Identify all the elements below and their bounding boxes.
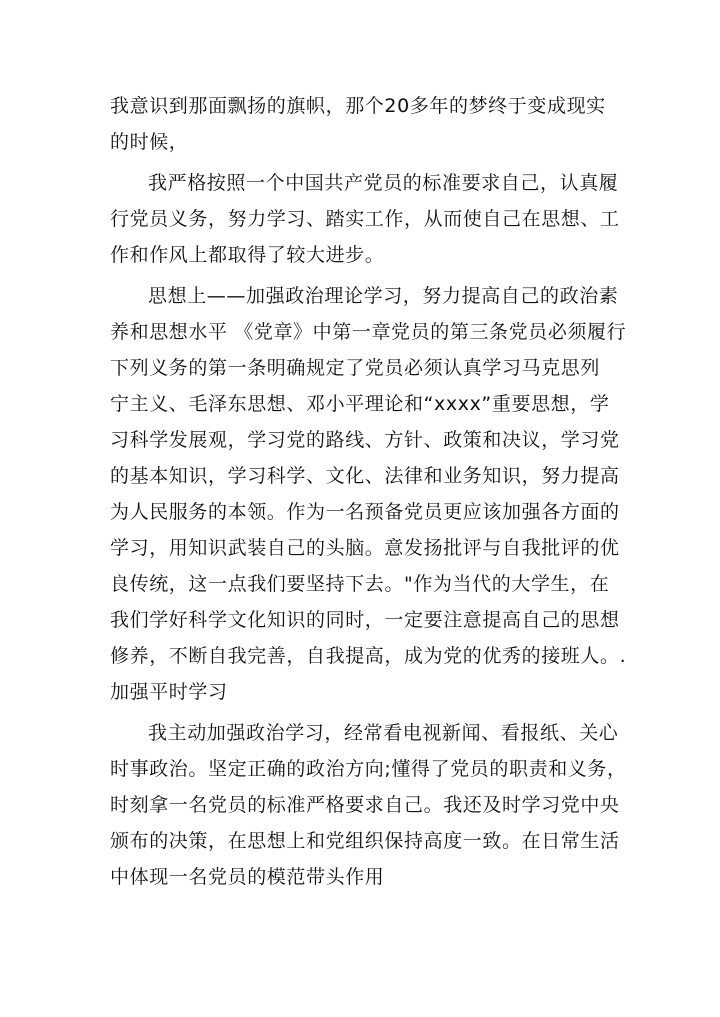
text-line: 作和作风上都取得了较大进步。 [110, 244, 385, 266]
text-line: 行党员义务，努力学习、踏实工作，从而使自己在思想、工 [110, 208, 620, 230]
text-line: 时事政治。坚定正确的政治方向;懂得了党员的职责和义务， [110, 758, 627, 780]
text-line: 我主动加强政治学习，经常看电视新闻、看报纸、关心 [148, 722, 619, 744]
section-heading: 加强平时学习 [110, 681, 228, 703]
text-line: 颁布的决策，在思想上和党组织保持高度一致。在日常生活 [110, 830, 620, 852]
text-line: 良传统，这一点我们要坚持下去。"作为当代的大学生，在 [110, 573, 610, 595]
text-line: 为人民服务的本领。作为一名预备党员更应该加强各方面的 [110, 501, 620, 523]
text-line: 养和思想水平 《党章》中第一章党员的第三条党员必须履行 [110, 321, 627, 343]
text-line: 习科学发展观，学习党的路线、方针、政策和决议，学习党 [110, 429, 620, 451]
text-line: 我严格按照一个中国共产党员的标准要求自己，认真履 [148, 172, 619, 194]
text-line: 下列义务的第一条明确规定了党员必须认真学习马克思列 [110, 357, 601, 379]
text-line: 我们学好科学文化知识的同时，一定要注意提高自己的思想 [110, 609, 620, 631]
text-line: 我意识到那面飘扬的旗帜，那个20多年的梦终于变成现实 [110, 95, 606, 117]
text-line: 时刻拿一名党员的标准严格要求自己。我还及时学习党中央 [110, 794, 620, 816]
text-line: 中体现一名党员的模范带头作用 [110, 866, 385, 888]
text-line: 修养，不断自我完善，自我提高，成为党的优秀的接班人。. [110, 645, 627, 667]
text-line: 学习，用知识武装自己的头脑。意发扬批评与自我批评的优 [110, 537, 620, 559]
text-line: 思想上——加强政治理论学习，努力提高自己的政治素 [148, 285, 619, 307]
text-line: 的基本知识，学习科学、文化、法律和业务知识，努力提高 [110, 465, 620, 487]
text-line: 宁主义、毛泽东思想、邓小平理论和“xxxx”重要思想，学 [110, 393, 610, 415]
text-line: 的时候， [110, 131, 189, 153]
